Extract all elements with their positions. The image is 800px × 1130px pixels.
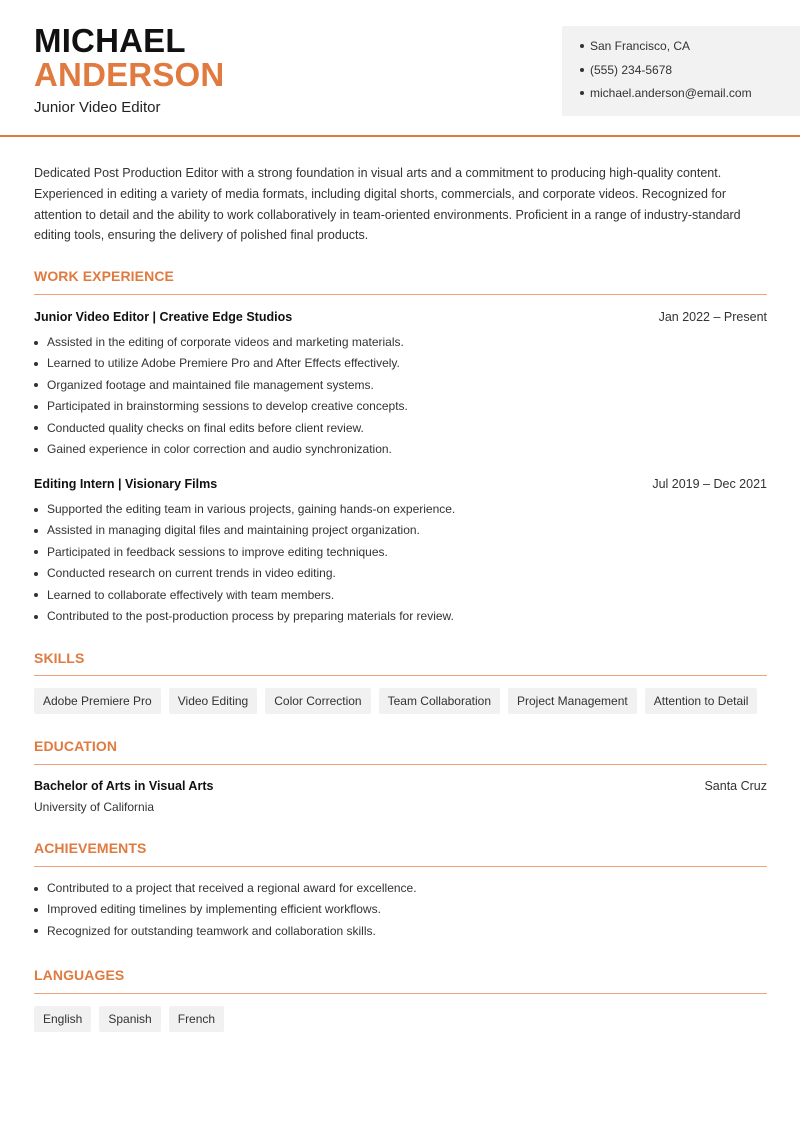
list-item bbox=[34, 418, 767, 439]
skill-chip: Attention to Detail bbox=[645, 688, 758, 714]
list-item-text: Organized footage and maintained file management systems. bbox=[47, 377, 374, 392]
skill-chip: Color Correction bbox=[265, 688, 370, 714]
job-role: Editing Intern | Visionary Films bbox=[34, 477, 218, 491]
list-item-text: Learned to utilize Adobe Premiere Pro and After Effects effectively. bbox=[47, 356, 400, 371]
list-item-text: Recognized for outstanding teamwork and collaboration skills. bbox=[47, 923, 376, 938]
languages-list bbox=[34, 1006, 224, 1032]
list-item bbox=[34, 563, 767, 584]
list-item bbox=[34, 499, 767, 520]
skills-list bbox=[34, 688, 757, 714]
work-experience-heading: WORK EXPERIENCE bbox=[34, 268, 174, 284]
bullet-icon bbox=[580, 91, 584, 95]
section-divider bbox=[34, 866, 767, 867]
bullet-icon bbox=[580, 44, 584, 48]
list-item-text: Participated in feedback sessions to improve editing techniques. bbox=[47, 544, 388, 559]
job-title: Junior Video Editor bbox=[34, 99, 161, 116]
list-item bbox=[34, 332, 767, 353]
list-item bbox=[34, 899, 767, 920]
achievements-list bbox=[34, 878, 767, 942]
list-item-text: Contributed to a project that received a regional award for excellence. bbox=[47, 881, 417, 895]
section-divider bbox=[34, 764, 767, 765]
resume-header bbox=[0, 0, 800, 137]
last-name: ANDERSON bbox=[34, 56, 225, 93]
education-location: Santa Cruz bbox=[704, 779, 767, 793]
bullet-icon bbox=[34, 615, 38, 619]
degree: Bachelor of Arts in Visual Arts bbox=[34, 779, 214, 793]
list-item bbox=[34, 921, 767, 942]
list-item bbox=[34, 520, 767, 541]
school: University of California bbox=[34, 800, 155, 814]
contact-phone bbox=[580, 62, 800, 86]
first-name: MICHAEL bbox=[34, 22, 186, 59]
list-item bbox=[34, 396, 767, 417]
list-item-text: Supported the editing team in various projects, gaining hands-on experience. bbox=[47, 502, 456, 516]
list-item bbox=[34, 375, 767, 396]
section-divider bbox=[34, 294, 767, 295]
skill-chip: Adobe Premiere Pro bbox=[34, 688, 161, 714]
bullet-icon bbox=[34, 908, 38, 912]
contact-email-text: michael.anderson@email.com bbox=[590, 86, 752, 100]
list-item bbox=[34, 878, 767, 899]
section-divider bbox=[34, 675, 767, 676]
contact-phone-text: (555) 234-5678 bbox=[590, 62, 673, 77]
bullet-icon bbox=[34, 448, 38, 452]
skill-chip: Project Management bbox=[508, 688, 637, 714]
bullet-icon bbox=[34, 593, 38, 597]
language-chip: English bbox=[34, 1006, 91, 1032]
list-item-text: Assisted in the editing of corporate videos and marketing materials. bbox=[47, 335, 404, 349]
summary-paragraph: Dedicated Post Production Editor with a strong foundation in visual arts and a commitment to producing high-quality content. Experienced in editing a variety of media formats, including digital shorts, commercials, and corporate videos. Recognized for attention to detail and the ability to work collaboratively in team-oriented environments. Proficient in a range of industry-standard editing tools, ensuring the delivery of polished final products. bbox=[34, 166, 741, 243]
education-header bbox=[34, 779, 767, 793]
skills-heading: SKILLS bbox=[34, 650, 85, 666]
list-item-text: Learned to collaborate effectively with team members. bbox=[47, 587, 335, 602]
bullet-icon bbox=[34, 426, 38, 430]
list-item-text: Gained experience in color correction and audio synchronization. bbox=[47, 442, 392, 457]
bullet-icon bbox=[34, 572, 38, 576]
bullet-icon bbox=[34, 508, 38, 512]
job-dates: Jul 2019 – Dec 2021 bbox=[652, 477, 767, 491]
list-item-text: Assisted in managing digital files and maintaining project organization. bbox=[47, 523, 420, 538]
contact-box bbox=[562, 26, 800, 116]
job-role: Junior Video Editor | Creative Edge Studios bbox=[34, 310, 293, 324]
achievements-heading: ACHIEVEMENTS bbox=[34, 840, 147, 856]
language-chip: French bbox=[169, 1006, 224, 1032]
skill-chip: Video Editing bbox=[169, 688, 258, 714]
job-dates: Jan 2022 – Present bbox=[658, 310, 767, 324]
list-item-text: Contributed to the post-production process by preparing materials for review. bbox=[47, 609, 454, 624]
bullet-icon bbox=[34, 550, 38, 554]
language-chip: Spanish bbox=[99, 1006, 160, 1032]
education-heading: EDUCATION bbox=[34, 738, 118, 754]
bullet-icon bbox=[34, 887, 38, 891]
contact-email bbox=[580, 85, 800, 109]
bullet-icon bbox=[34, 383, 38, 387]
languages-heading: LANGUAGES bbox=[34, 967, 125, 983]
list-item bbox=[34, 606, 767, 627]
section-divider bbox=[34, 993, 767, 994]
list-item bbox=[34, 353, 767, 374]
list-item-text: Participated in brainstorming sessions to develop creative concepts. bbox=[47, 399, 408, 414]
list-item-text: Conducted quality checks on final edits before client review. bbox=[47, 420, 364, 435]
bullet-icon bbox=[34, 341, 38, 345]
list-item bbox=[34, 542, 767, 563]
job-header-1 bbox=[34, 310, 767, 324]
bullet-icon bbox=[34, 405, 38, 409]
list-item bbox=[34, 585, 767, 606]
skill-chip: Team Collaboration bbox=[379, 688, 500, 714]
list-item-text: Conducted research on current trends in video editing. bbox=[47, 566, 336, 581]
bullet-icon bbox=[34, 362, 38, 366]
contact-location-text: San Francisco, CA bbox=[590, 39, 691, 53]
job-bullets-2 bbox=[34, 499, 767, 627]
job-bullets-1 bbox=[34, 332, 767, 460]
contact-location bbox=[580, 38, 800, 62]
bullet-icon bbox=[580, 68, 584, 72]
bullet-icon bbox=[34, 929, 38, 933]
list-item bbox=[34, 439, 767, 460]
list-item-text: Improved editing timelines by implementing efficient workflows. bbox=[47, 902, 381, 917]
job-header-2 bbox=[34, 477, 767, 491]
bullet-icon bbox=[34, 529, 38, 533]
